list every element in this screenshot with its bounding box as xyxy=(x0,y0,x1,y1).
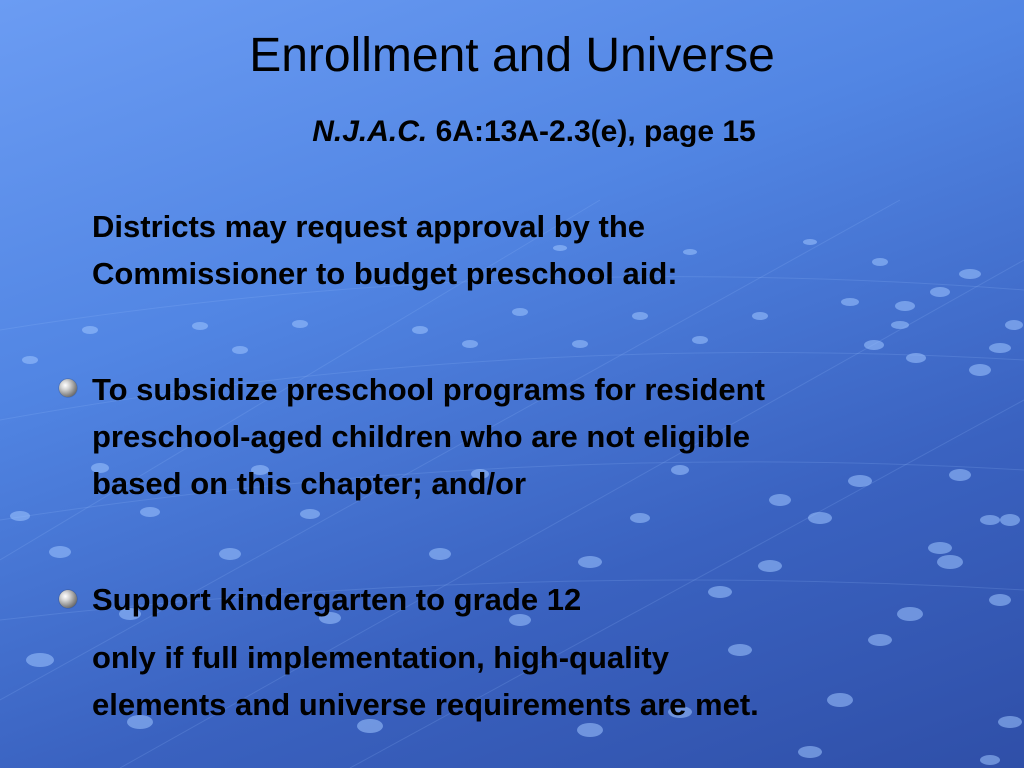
slide-title: Enrollment and Universe xyxy=(249,29,775,82)
subtitle-reference: 6A:13A-2.3(e), page 15 xyxy=(427,115,756,148)
subtitle-citation: N.J.A.C. xyxy=(312,115,428,148)
slide-subtitle xyxy=(22,114,1024,150)
gray-sphere-bullet-icon xyxy=(59,379,77,397)
bullet-item xyxy=(92,576,581,623)
continuation-line: only if full implementation, high-quality xyxy=(92,640,669,675)
gray-sphere-bullet-icon xyxy=(59,590,77,608)
intro-line: Commissioner to budget preschool aid: xyxy=(92,256,678,291)
bullet-line: preschool-aged children who are not eligible xyxy=(92,419,750,454)
bullet-line: Support kindergarten to grade 12 xyxy=(92,582,582,617)
continuation-line: elements and universe requirements are met. xyxy=(92,687,759,722)
intro-paragraph xyxy=(92,203,678,297)
bullet-line: To subsidize preschool programs for resident xyxy=(92,372,765,407)
continuation-paragraph xyxy=(92,634,759,728)
bullet-item xyxy=(92,366,765,507)
intro-line: Districts may request approval by the xyxy=(92,209,646,244)
bullet-line: based on this chapter; and/or xyxy=(92,466,527,501)
